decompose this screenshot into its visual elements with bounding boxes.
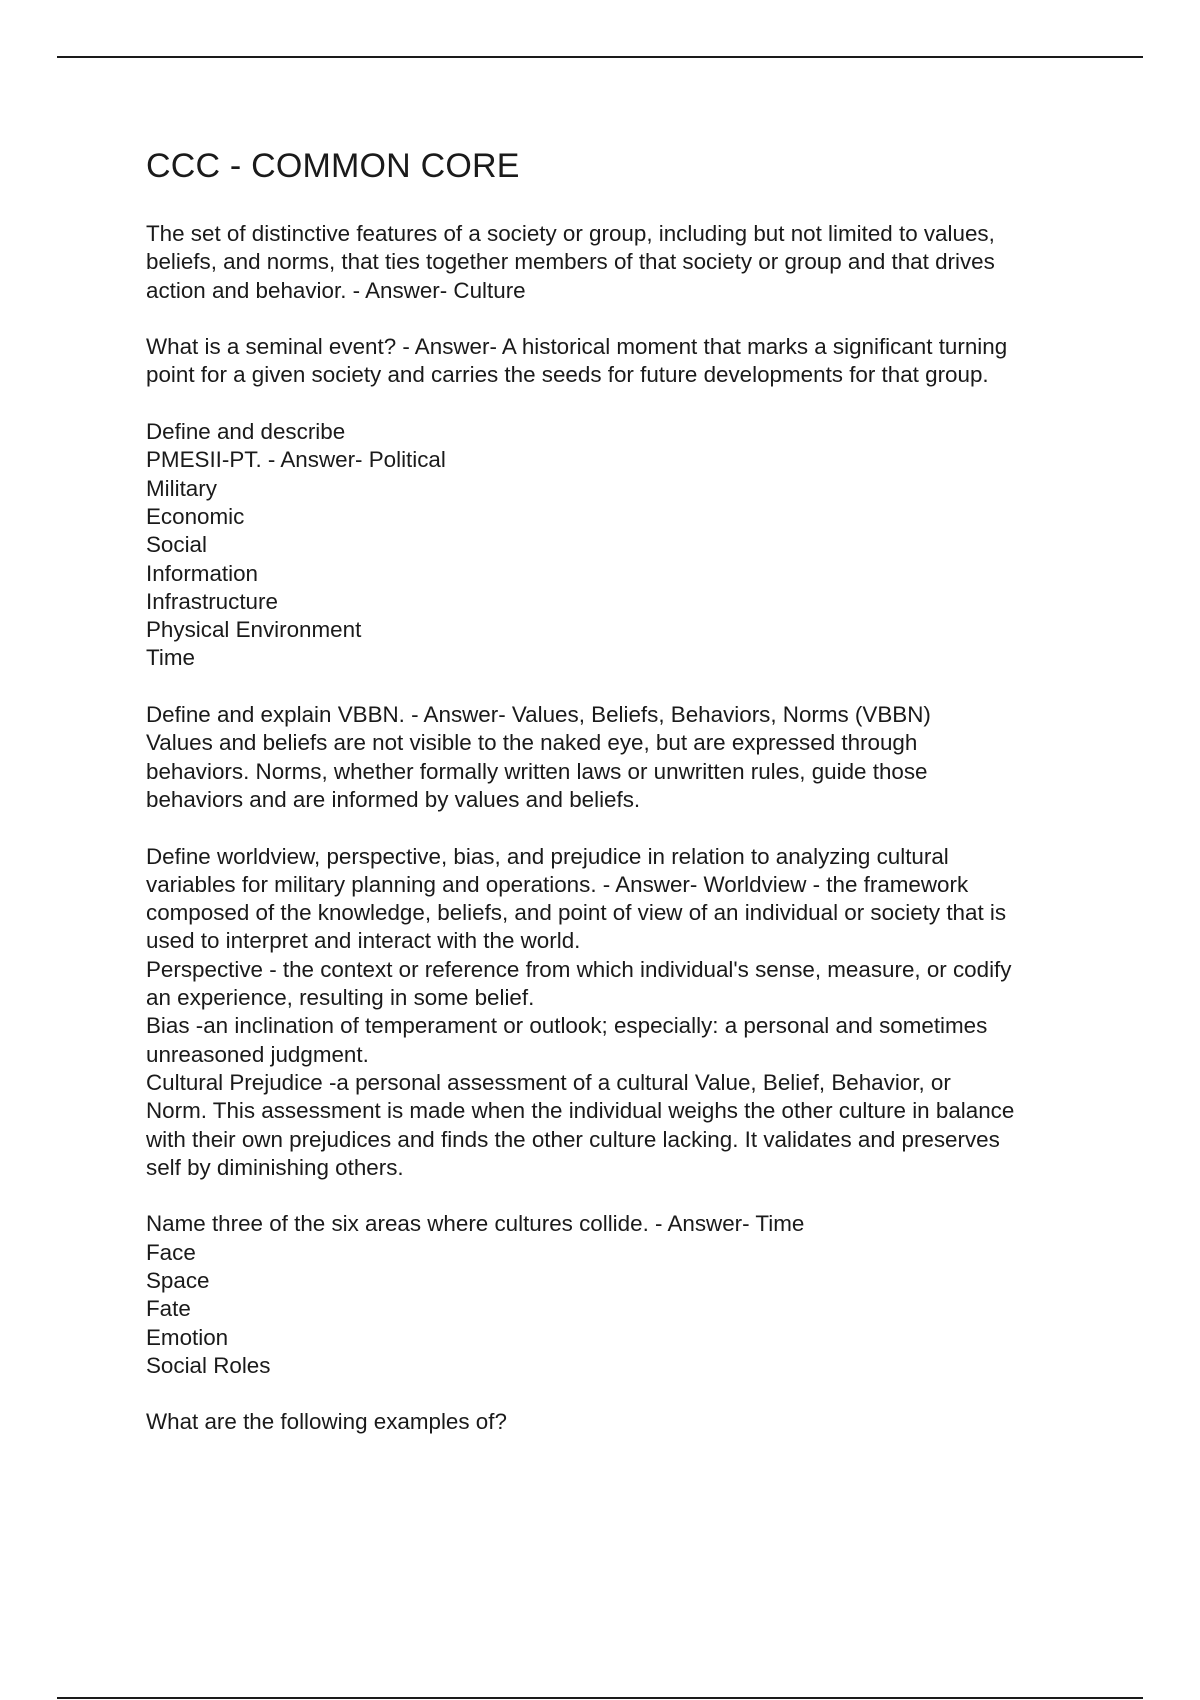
qa-block (146, 1210, 1096, 1380)
text-line: unreasoned judgment. (146, 1041, 369, 1067)
text-line: What is a seminal event? - Answer- A historical moment that marks a significant turning (146, 334, 1008, 360)
qa-block (146, 701, 1096, 814)
text-line: Define worldview, perspective, bias, and prejudice in relation to analyzing cultural (146, 843, 949, 869)
text-line: behaviors and are informed by values and beliefs. (146, 786, 641, 812)
top-rule (57, 56, 1143, 58)
qa-block (146, 333, 1096, 390)
text-line: Information (146, 560, 259, 586)
text-line: composed of the knowledge, beliefs, and point of view of an individual or society that is (146, 900, 1007, 926)
qa-block (146, 418, 1096, 673)
text-line: Perspective - the context or reference from which individual's sense, measure, or codify (146, 956, 1012, 982)
text-line: behaviors. Norms, whether formally written laws or unwritten rules, guide those (146, 758, 928, 784)
text-line: Define and explain VBBN. - Answer- Values, Beliefs, Behaviors, Norms (VBBN) (146, 702, 931, 728)
text-line: Values and beliefs are not visible to the naked eye, but are expressed through (146, 730, 918, 756)
text-line: PMESII-PT. - Answer- Political (146, 447, 446, 473)
text-line: Economic (146, 503, 245, 529)
text-line: Name three of the six areas where cultures collide. - Answer- Time (146, 1211, 805, 1237)
qa-block (146, 1408, 1096, 1436)
qa-block (146, 843, 1096, 1183)
text-line: Infrastructure (146, 588, 278, 614)
text-line: Face (146, 1239, 196, 1265)
text-line: Fate (146, 1296, 191, 1322)
text-line: Social (146, 532, 207, 558)
text-line: Emotion (146, 1324, 229, 1350)
bottom-rule (57, 1697, 1143, 1699)
text-line: Cultural Prejudice -a personal assessment of a cultural Value, Belief, Behavior, or (146, 1069, 951, 1095)
text-line: variables for military planning and operations. - Answer- Worldview - the framework (146, 871, 969, 897)
text-line: beliefs, and norms, that ties together members of that society or group and that drives (146, 249, 995, 275)
text-line: Norm. This assessment is made when the individual weighs the other culture in balance (146, 1098, 1015, 1124)
text-line: The set of distinctive features of a society or group, including but not limited to values, (146, 221, 995, 246)
text-line: self by diminishing others. (146, 1154, 404, 1180)
text-line: What are the following examples of? (146, 1409, 507, 1435)
text-line: Space (146, 1267, 210, 1293)
text-line: Define and describe (146, 419, 346, 445)
text-line: Military (146, 475, 217, 501)
text-line: with their own prejudices and finds the other culture lacking. It validates and preserves (146, 1126, 1000, 1152)
text-line: Bias -an inclination of temperament or outlook; especially: a personal and sometimes (146, 1013, 988, 1039)
text-line: action and behavior. - Answer- Culture (146, 277, 526, 303)
text-line: Social Roles (146, 1352, 271, 1378)
text-line: an experience, resulting in some belief. (146, 985, 535, 1011)
text-line: Time (146, 645, 195, 671)
text-line: point for a given society and carries the seeds for future developments for that group. (146, 362, 989, 388)
document-title: CCC - COMMON CORE (146, 147, 520, 185)
text-line: used to interpret and interact with the world. (146, 928, 581, 954)
document-body (146, 140, 1096, 1465)
qa-block (146, 220, 1096, 305)
text-line: Physical Environment (146, 617, 362, 643)
